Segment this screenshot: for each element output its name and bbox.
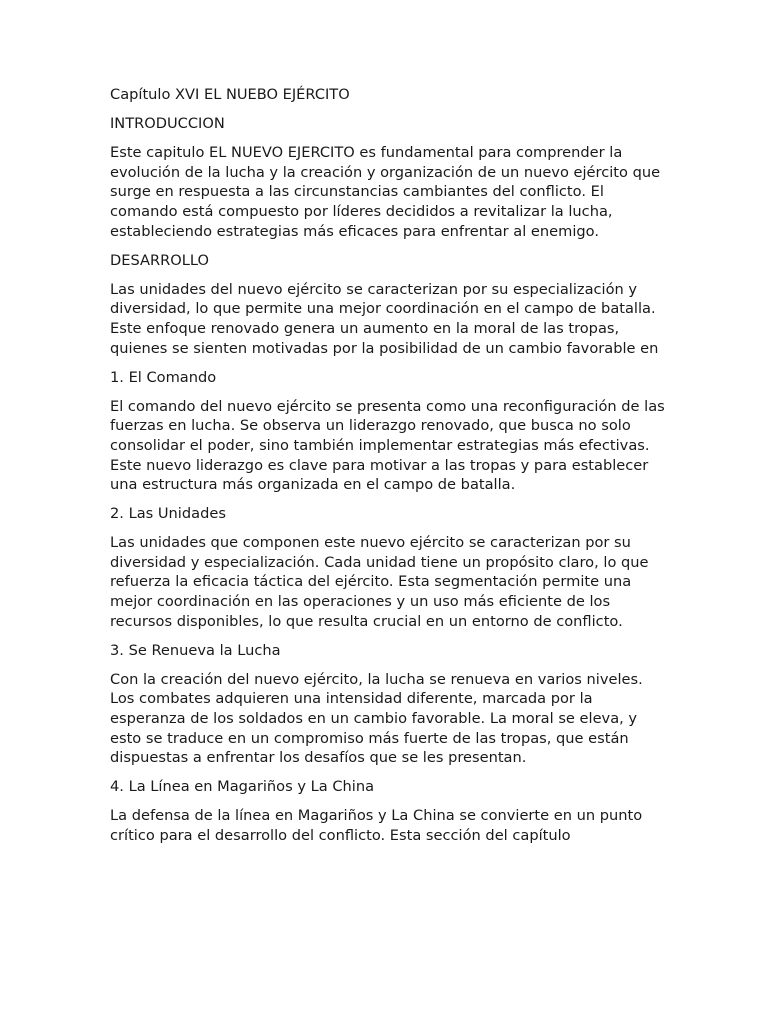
section-heading-linea: 4. La Línea en Magariños y La China xyxy=(110,778,375,796)
section-paragraph-unidades: Las unidades que componen este nuevo ejército se caracterizan por su diversidad y especialización. Cada unidad tiene un propósito claro, lo que refuerza la eficacia táctica del ejército. Esta segmentación permite una mejor coordinación en las operaciones y un uso más eficiente de los recursos disponibles, lo que resulta crucial en un entorno de conflicto. xyxy=(110,534,649,630)
section-heading-lucha: 3. Se Renueva la Lucha xyxy=(110,641,281,659)
section-heading-comando: 1. El Comando xyxy=(110,368,217,386)
development-paragraph: Las unidades del nuevo ejército se caracterizan por su especialización y diversidad, lo que permite una mejor coordinación en el campo de batalla. Este enfoque renovado genera un aumento en la moral de las tropas, quienes se sienten motivadas por la posibilidad de un cambio favorable en xyxy=(110,280,659,357)
section-paragraph-lucha: Con la creación del nuevo ejército, la lucha se renueva en varios niveles. Los combates adquieren una intensidad diferente, marcada por la esperanza de los soldados en un cambio favorable. La moral se eleva, y esto se traduce en un compromiso más fuerte de las tropas, que están dispuestas a enfrentar los desafíos que se les presentan. xyxy=(110,670,643,767)
section-heading-unidades: 2. Las Unidades xyxy=(110,505,226,523)
document-page xyxy=(110,85,666,855)
intro-heading: INTRODUCCION xyxy=(110,115,225,133)
section-paragraph-comando: El comando del nuevo ejército se presenta como una reconfiguración de las fuerzas en lucha. Se observa un liderazgo renovado, que busca no solo consolidar el poder, sino también implementar estrategias más efectivas. Este nuevo liderazgo es clave para motivar a las tropas y para establecer una estructura más organizada en el campo de batalla. xyxy=(110,397,665,494)
development-heading: DESARROLLO xyxy=(110,251,209,269)
section-paragraph-linea: La defensa de la línea en Magariños y La China se convierte en un punto crítico para el desarrollo del conflicto. Esta sección del capítulo xyxy=(110,807,643,844)
document-title: Capítulo XVI EL NUEBO EJÉRCITO xyxy=(110,86,350,103)
intro-paragraph: Este capitulo EL NUEVO EJERCITO es fundamental para comprender la evolución de la lucha y la creación y organización de un nuevo ejército que surge en respuesta a las circunstancias cambiantes del conflicto. El comando está compuesto por líderes decididos a revitalizar la lucha, estableciendo estrategias más eficaces para enfrentar al enemigo. xyxy=(110,144,661,240)
